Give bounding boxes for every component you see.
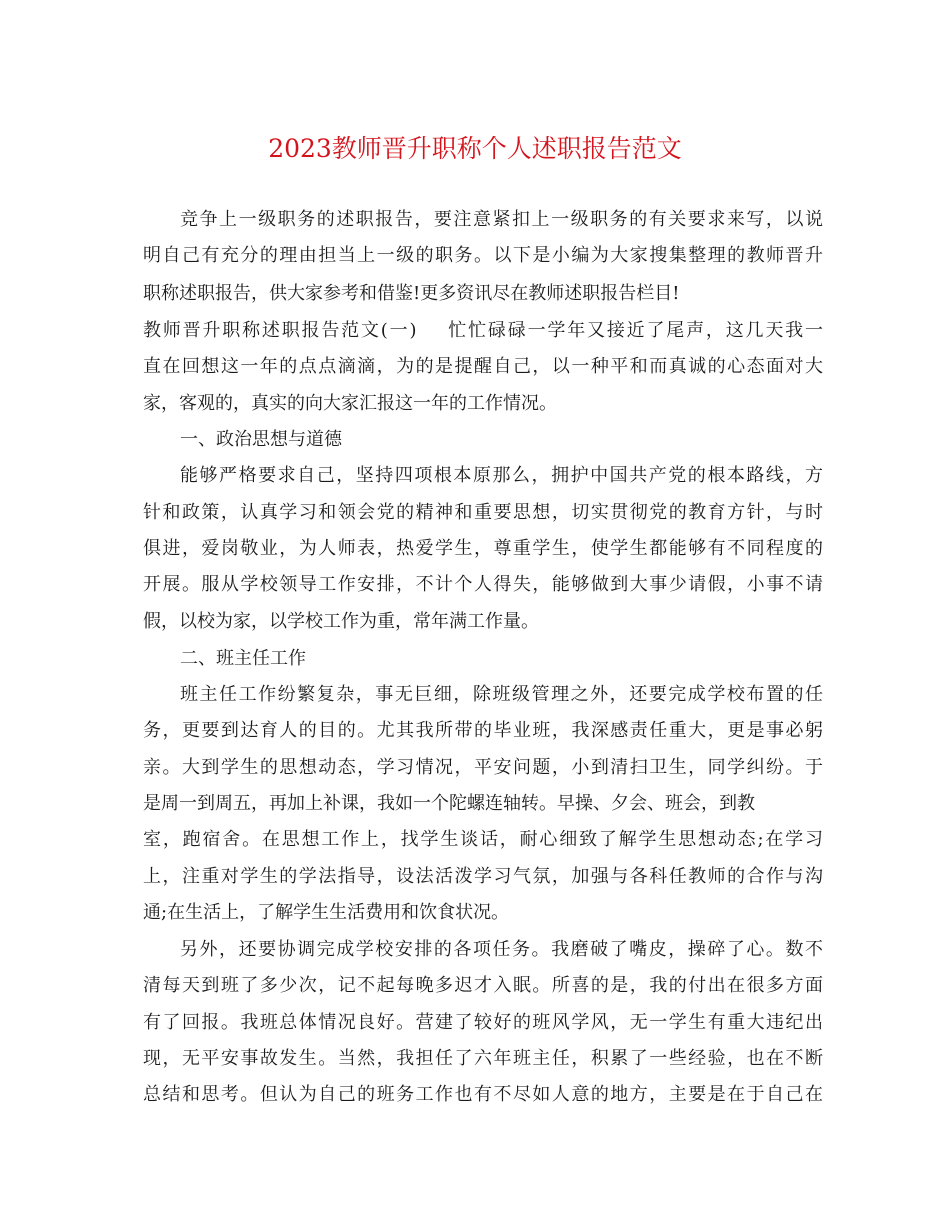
paragraph-line: 上，注重对学生的学法指导，设法活泼学习气氛，加强与各科任教师的合作与沟 [143,866,823,887]
paragraph-line: 针和政策，认真学习和领会党的精神和重要思想，切实贯彻党的教育方针，与时 [143,502,823,523]
paragraph-line-combined [143,318,823,344]
paragraph-line: 务，更要到达育人的目的。尤其我所带的毕业班，我深感责任重大，更是事必躬 [143,720,823,741]
paragraph-line: 清每天到班了多少次，记不起每晚多迟才入眠。所喜的是，我的付出在很多方面 [143,975,823,996]
section-heading: 二、班主任工作 [180,648,306,669]
paragraph-line: 家，客观的，真实的向大家汇报这一年的工作情况。 [143,393,557,414]
section-heading: 一、政治思想与道德 [180,429,342,450]
paragraph-line: 能够严格要求自己，坚持四项根本原那么，拥护中国共产党的根本路线，方 [180,465,823,486]
paragraph-line: 现，无平安事故发生。当然，我担任了六年班主任，积累了一些经验，也在不断 [143,1048,823,1069]
paragraph-line: 有了回报。我班总体情况良好。营建了较好的班风学风，无一学生有重大违纪出 [143,1012,823,1033]
paragraph-line: 通;在生活上，了解学生生活费用和饮食状况。 [143,902,510,923]
paragraph-line: 直在回想这一年的点点滴滴，为的是提醒自己，以一种平和而真诚的心态面对大 [143,356,823,377]
paragraph-line: 职称述职报告，供大家参考和借鉴!更多资讯尽在教师述职报告栏目! [143,283,680,304]
paragraph-line: 班主任工作纷繁复杂，事无巨细，除班级管理之外，还要完成学校布置的任 [180,684,823,705]
paragraph-line: 总结和思考。但认为自己的班务工作也有不尽如人意的地方，主要是在于自己在 [143,1084,823,1105]
section-heading: 教师晋升职称述职报告范文(一) [143,320,417,341]
paragraph-line: 竞争上一级职务的述职报告，要注意紧扣上一级职务的有关要求来写，以说 [180,209,823,230]
paragraph-line: 室，跑宿舍。在思想工作上，找学生谈话，耐心细致了解学生思想动态;在学习 [143,829,823,850]
paragraph-line: 开展。服从学校领导工作安排，不计个人得失，能够做到大事少请假，小事不请 [143,574,823,595]
paragraph-line: 明自己有充分的理由担当上一级的职务。以下是小编为大家搜集整理的教师晋升 [143,245,823,266]
paragraph-line: 另外，还要协调完成学校安排的各项任务。我磨破了嘴皮，操碎了心。数不 [180,939,823,960]
document-title: 2023教师晋升职称个人述职报告范文 [268,134,682,163]
paragraph-line: 是周一到周五，再加上补课，我如一个陀螺连轴转。早操、夕会、班会，到教 [143,793,755,814]
paragraph-line: 亲。大到学生的思想动态，学习情况，平安问题，小到清扫卫生，同学纠纷。于 [143,757,823,778]
paragraph-line: 俱进，爱岗敬业，为人师表，热爱学生，尊重学生，使学生都能够有不同程度的 [143,538,823,559]
paragraph-text: 忙忙碌碌一学年又接近了尾声，这几天我一 [446,320,824,341]
paragraph-line: 假，以校为家，以学校工作为重，常年满工作量。 [143,611,539,632]
